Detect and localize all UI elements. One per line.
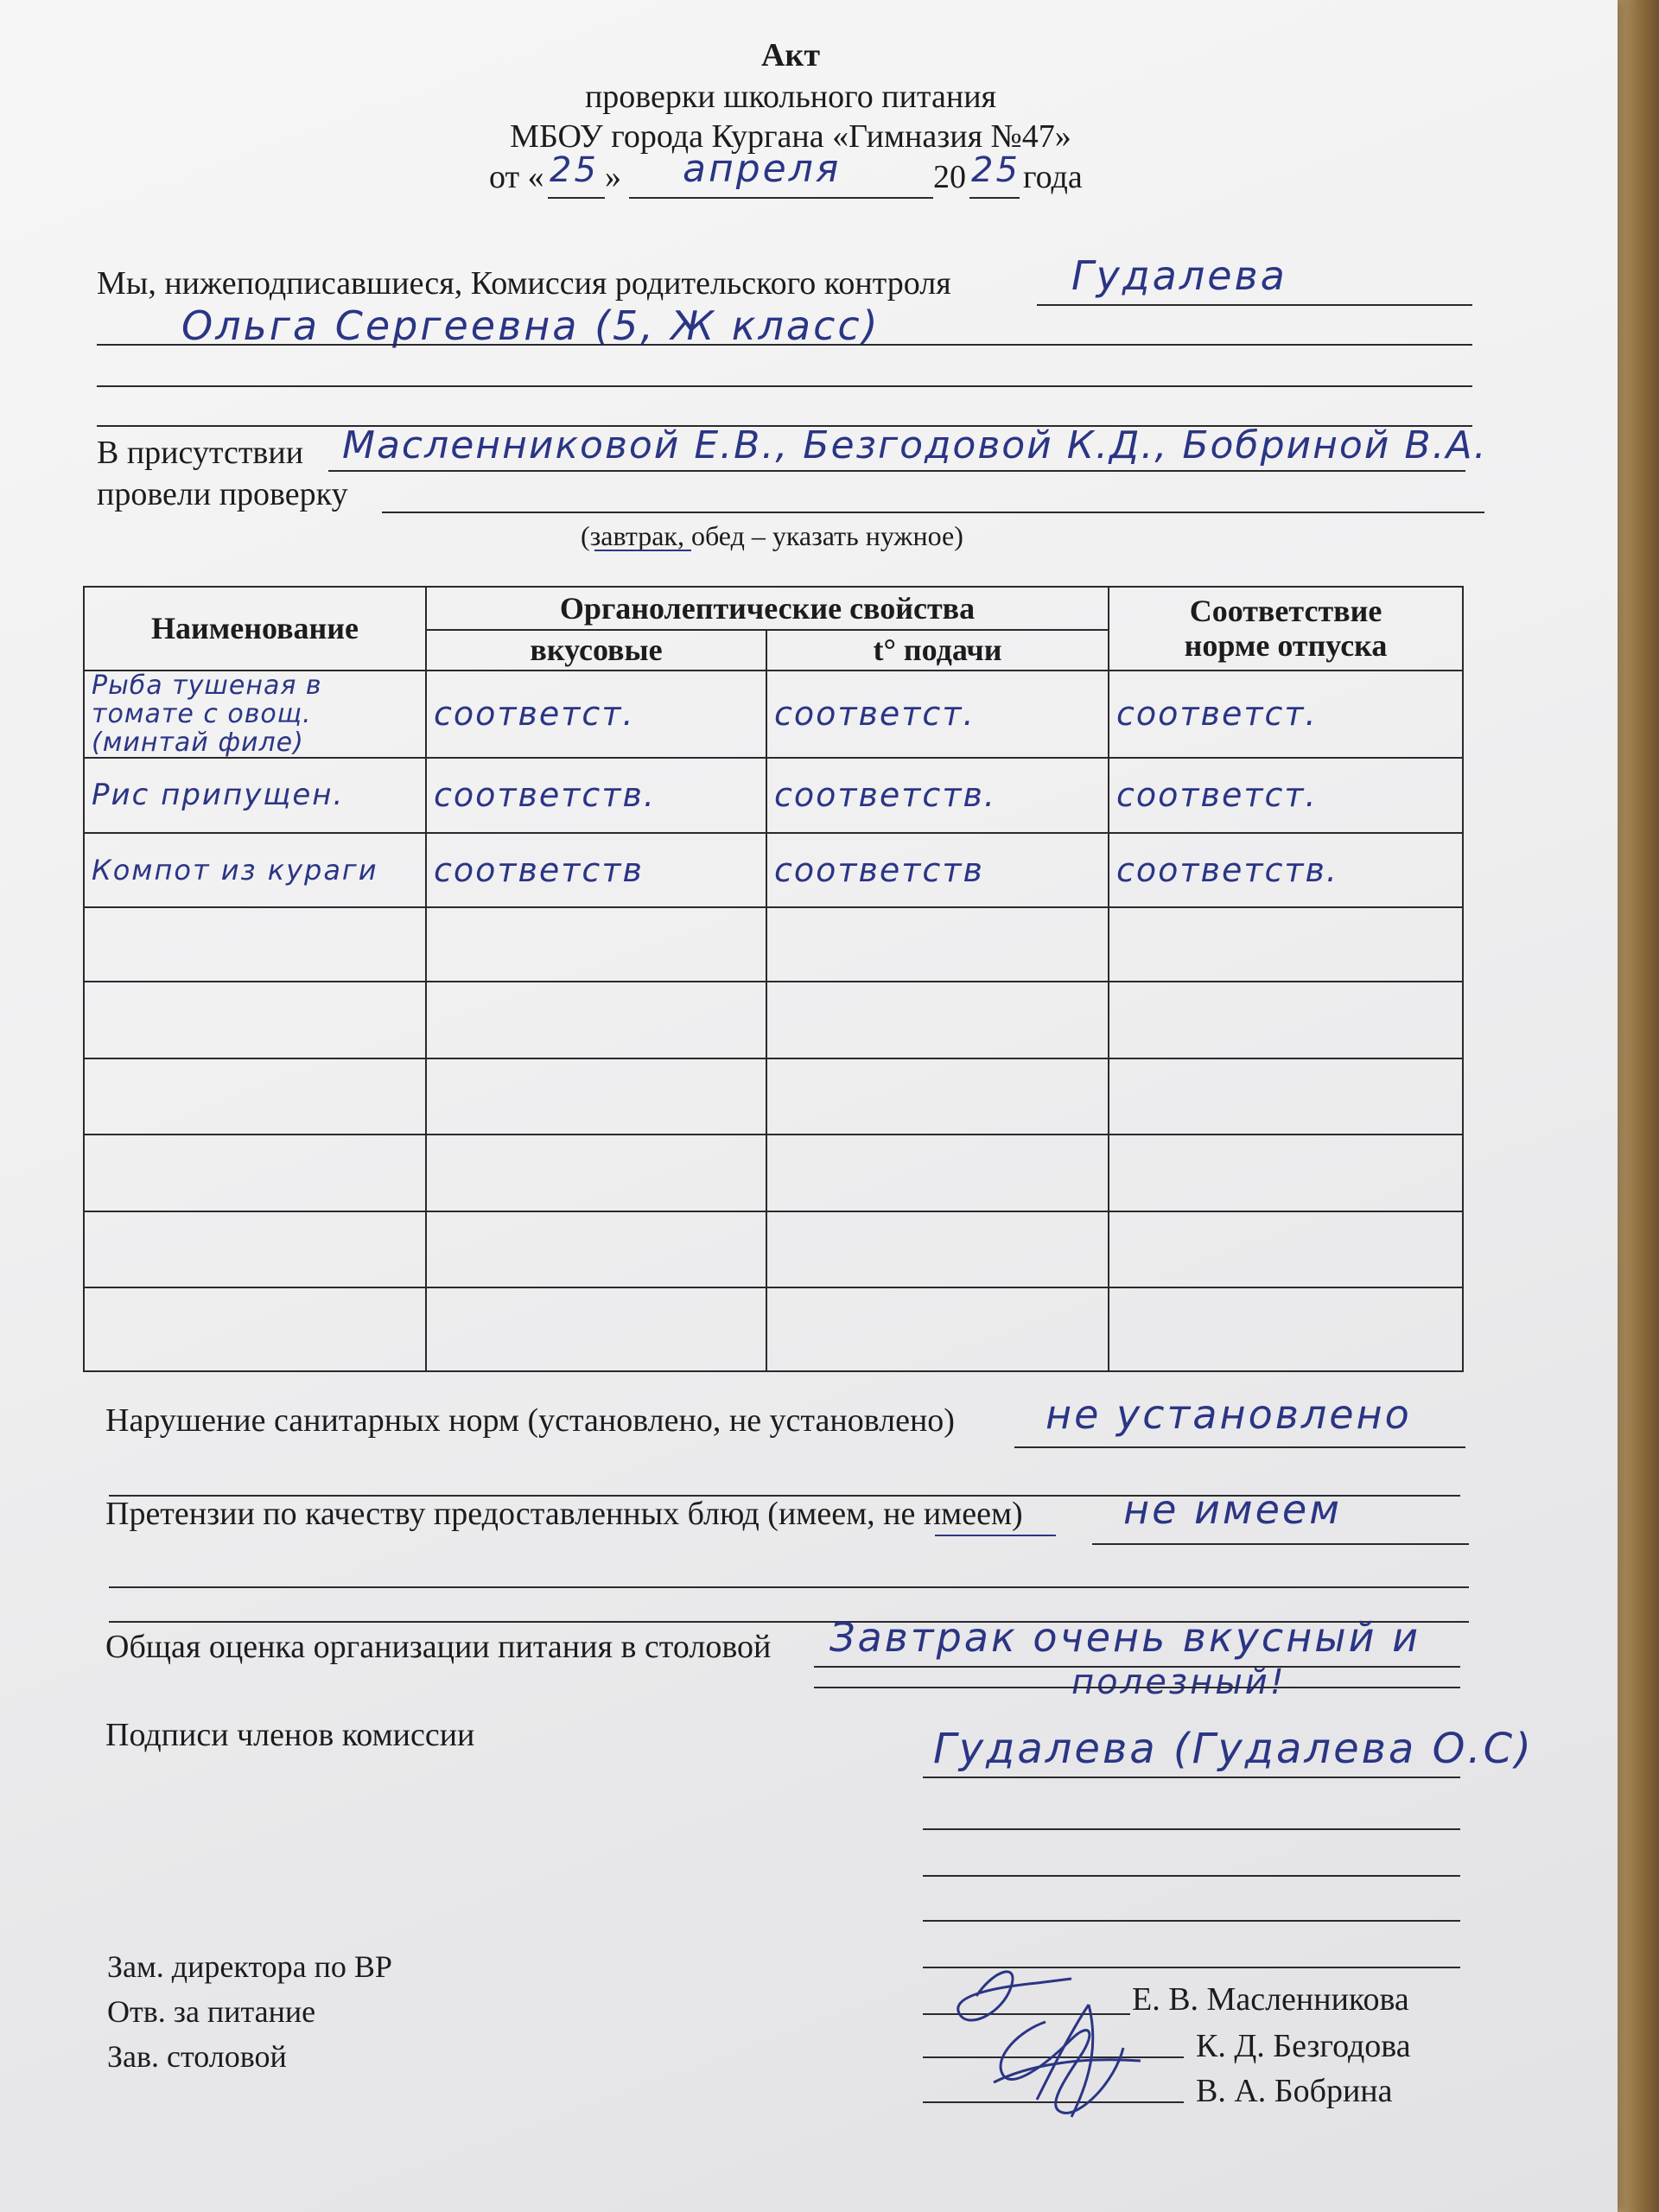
- temp-value: соответст.: [774, 695, 976, 734]
- staff-role-nutrition: Отв. за питание: [107, 1994, 316, 2029]
- norm-value: соответст.: [1116, 695, 1318, 734]
- header-name: Наименование: [84, 587, 426, 671]
- signatures-label: Подписи членов комиссии: [105, 1717, 475, 1753]
- paper-edge-background: [1616, 0, 1659, 2212]
- commission-label: Мы, нижеподписавшиеся, Комиссия родительского контроля: [97, 265, 951, 302]
- header-temp: t° подачи: [766, 630, 1109, 670]
- staff-name-bezgodova: К. Д. Безгодова: [1196, 2028, 1411, 2064]
- table-row-empty: [84, 1135, 1463, 1211]
- dish-name: Рыба тушеная в томате с овощ. (минтай филе): [92, 670, 322, 758]
- taste-value: соответств: [434, 850, 644, 889]
- staff-role-canteen: Зав. столовой: [107, 2039, 287, 2074]
- date-month: апреля: [683, 147, 842, 191]
- table-row-empty: [84, 1211, 1463, 1287]
- year-word: года: [1023, 159, 1083, 195]
- header-norm: [1109, 587, 1463, 671]
- staff-signatures-scribble: [942, 1936, 1166, 2134]
- inspection-table: [83, 586, 1464, 1372]
- taste-value: соответст.: [434, 695, 635, 734]
- table-row-empty: [84, 1287, 1463, 1371]
- date-prefix: от «: [489, 159, 544, 195]
- year-suffix: 25: [971, 150, 1020, 190]
- table-row-empty: [84, 907, 1463, 982]
- table-row-empty: [84, 982, 1463, 1058]
- check-label: провели проверку: [97, 476, 348, 512]
- commission-hw-2: Ольга Сергеевна (5, Ж класс): [181, 302, 880, 349]
- presence-label: В присутствии: [97, 435, 304, 471]
- taste-value: соответств.: [434, 776, 656, 815]
- assessment-hw-1: Завтрак очень вкусный и: [830, 1614, 1421, 1661]
- norm-value: соответств.: [1116, 850, 1338, 889]
- member-signature-hw: Гудалева (Гудалева О.С): [933, 1725, 1534, 1773]
- header-norm-line2: норме отпуска: [1184, 628, 1388, 664]
- temp-value: соответств: [774, 850, 984, 889]
- presence-hw: Масленниковой Е.В., Безгодовой К.Д., Бобриной В.А.: [342, 423, 1488, 467]
- school-name: МБОУ города Кургана «Гимназия №47»: [510, 118, 1071, 155]
- table-row: [84, 833, 1463, 907]
- header-taste: вкусовые: [426, 630, 766, 670]
- staff-name-maslennikova: Е. В. Масленникова: [1132, 1981, 1409, 2018]
- table-row: [84, 671, 1463, 759]
- staff-role-deputy: Зам. директора по ВР: [107, 1949, 392, 1984]
- table-row: [84, 758, 1463, 832]
- date-day: 25: [550, 150, 599, 190]
- meal-hint: (завтрак, обед – указать нужное): [581, 520, 963, 551]
- assessment-hw-2: полезный!: [1071, 1662, 1287, 1702]
- year-prefix: 20: [933, 159, 966, 195]
- assessment-label: Общая оценка организации питания в столовой: [105, 1629, 772, 1665]
- table-row-empty: [84, 1058, 1463, 1135]
- date-close: »: [605, 159, 621, 195]
- violations-hw: не установлено: [1046, 1391, 1412, 1438]
- commission-hw-1: Гудалева: [1071, 252, 1287, 299]
- doc-title: Акт: [760, 37, 820, 73]
- claims-hw: не имеем: [1123, 1486, 1342, 1533]
- header-organoleptic: Органолептические свойства: [426, 587, 1109, 630]
- dish-name: Компот из кураги: [92, 853, 378, 887]
- header-norm-line1: Соответствие: [1189, 594, 1382, 629]
- temp-value: соответств.: [774, 776, 996, 815]
- norm-value: соответст.: [1116, 776, 1318, 815]
- staff-name-bobrina: В. А. Бобрина: [1196, 2073, 1393, 2109]
- dish-name: Рис припущен.: [92, 778, 345, 813]
- claims-label: Претензии по качеству предоставленных блюд (имеем, не имеем): [105, 1496, 1023, 1532]
- doc-subtitle: проверки школьного питания: [584, 79, 997, 115]
- violations-label: Нарушение санитарных норм (установлено, не установлено): [105, 1402, 955, 1439]
